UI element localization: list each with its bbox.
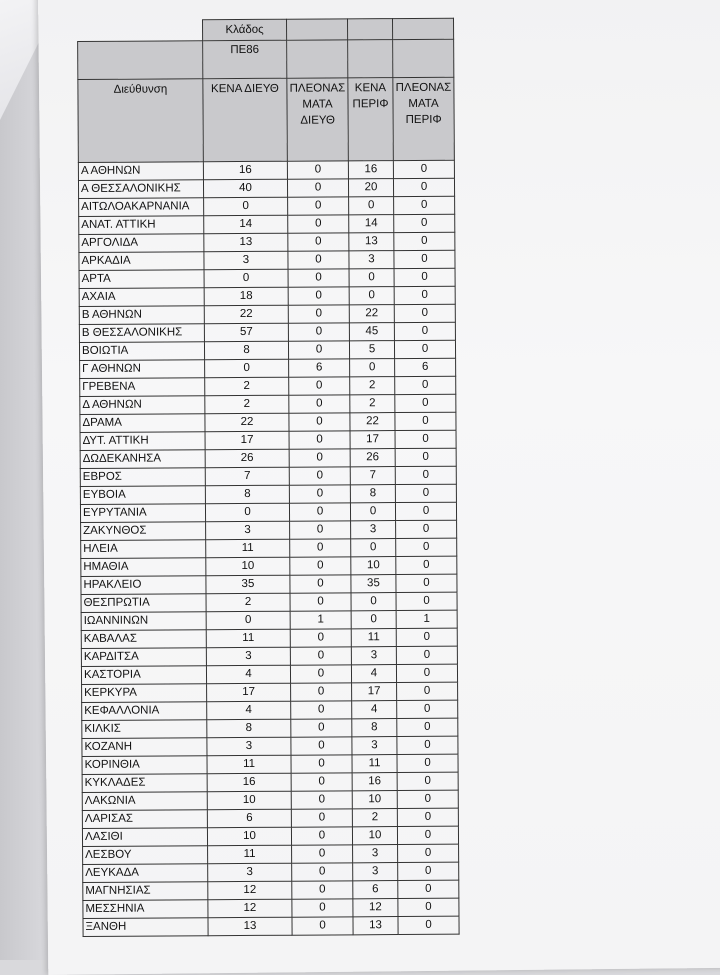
header-empty-cell [286,19,347,40]
pleonasmata-perif-cell: 0 [398,880,459,898]
kena-dieth-cell: 11 [206,629,290,648]
header-kena-perif: ΚΕΝΑ ΠΕΡΙΦ [348,78,394,161]
kena-perif-cell: 2 [352,809,397,827]
pleonasmata-perif-cell: 0 [396,538,457,556]
table-row [83,880,459,900]
vacancies-table [77,18,460,937]
kena-dieth-cell: 40 [203,179,287,198]
pleonasmata-perif-cell: 0 [396,556,457,574]
table-row [81,664,457,684]
pleonasmata-perif-cell: 6 [395,358,456,376]
kena-perif-cell: 22 [350,413,395,431]
direction-cell: ΙΩΑΝΝΙΝΩΝ [81,612,206,631]
kena-perif-cell: 3 [351,647,396,665]
pleonasmata-dieth-cell: 0 [290,557,351,575]
pleonasmata-dieth-cell: 0 [289,377,350,395]
direction-cell: ΞΑΝΘΗ [83,918,208,937]
kena-dieth-cell: 3 [208,863,292,882]
direction-cell: ΚΕΦΑΛΛΟΝΙΑ [82,702,207,721]
kena-perif-cell: 0 [351,539,396,557]
table-row [79,232,455,252]
pleonasmata-dieth-cell: 0 [290,647,351,665]
branch-empty-cell [393,39,454,77]
table-row [79,322,455,342]
kena-perif-cell: 45 [349,323,394,341]
table-row [82,790,458,810]
pleonasmata-perif-cell: 0 [394,196,455,214]
direction-cell: ΛΑΡΙΣΑΣ [82,810,207,829]
kena-dieth-cell: 2 [205,395,289,414]
pleonasmata-dieth-cell: 0 [287,161,348,179]
pleonasmata-perif-cell: 0 [397,682,458,700]
kena-perif-cell: 0 [349,269,394,287]
kena-perif-cell: 4 [352,701,397,719]
direction-cell: ΑΧΑΙΑ [79,288,204,307]
pleonasmata-dieth-cell: 0 [292,917,353,935]
pleonasmata-perif-cell: 0 [396,574,457,592]
kena-dieth-cell: 0 [204,269,288,288]
kena-dieth-cell: 35 [206,575,290,594]
pleonasmata-perif-cell: 0 [396,664,457,682]
kena-perif-cell: 26 [350,449,395,467]
table-row [82,700,458,720]
direction-cell: ΑΙΤΩΛΟΑΚΑΡΝΑΝΙΑ [79,198,204,217]
kena-dieth-cell: 22 [205,413,289,432]
pleonasmata-perif-cell: 0 [395,430,456,448]
kena-perif-cell: 16 [348,161,393,179]
table-row [81,592,457,612]
kena-perif-cell: 11 [351,629,396,647]
pleonasmata-dieth-cell: 0 [289,485,350,503]
table-row [82,682,458,702]
pleonasmata-perif-cell: 0 [397,826,458,844]
kena-perif-cell: 0 [351,593,396,611]
pleonasmata-dieth-cell: 6 [289,359,350,377]
pleonasmata-dieth-cell: 0 [291,737,352,755]
header-direction: Διεύθυνση [78,79,204,163]
kena-dieth-cell: 13 [204,233,288,252]
kena-dieth-cell: 11 [206,539,290,558]
pleonasmata-dieth-cell: 0 [289,449,350,467]
pleonasmata-dieth-cell: 0 [290,521,351,539]
kena-perif-cell: 8 [350,485,395,503]
kena-dieth-cell: 2 [206,593,290,612]
pleonasmata-perif-cell: 0 [397,700,458,718]
pleonasmata-dieth-cell: 0 [291,791,352,809]
pleonasmata-dieth-cell: 0 [288,323,349,341]
pleonasmata-perif-cell: 0 [397,790,458,808]
direction-cell: ΚΟΖΑΝΗ [82,738,207,757]
kena-perif-cell: 14 [349,215,394,233]
kena-dieth-cell: 0 [204,197,288,216]
kena-perif-cell: 13 [349,233,394,251]
kena-perif-cell: 35 [351,575,396,593]
kena-dieth-cell: 22 [204,305,288,324]
kena-perif-cell: 16 [352,773,397,791]
table-row [80,394,456,414]
pleonasmata-dieth-cell: 0 [291,701,352,719]
pleonasmata-perif-cell: 0 [398,862,459,880]
pleonasmata-dieth-cell: 0 [291,719,352,737]
pleonasmata-perif-cell: 0 [396,628,457,646]
table-row [80,502,456,522]
kena-dieth-cell: 12 [208,899,292,918]
pleonasmata-dieth-cell: 0 [291,755,352,773]
direction-cell: ΚΑΣΤΟΡΙΑ [81,666,206,685]
pleonasmata-perif-cell: 0 [398,898,459,916]
kena-dieth-cell: 0 [205,503,289,522]
kena-dieth-cell: 14 [204,215,288,234]
pleonasmata-perif-cell: 0 [394,214,455,232]
header-pleonasmata-dieth: ΠΛΕΟΝΑΣ ΜΑΤΑ ΔΙΕΥΘ [287,78,349,161]
table-row [83,862,459,882]
pleonasmata-dieth-cell: 0 [290,593,351,611]
direction-cell: ΑΡΤΑ [79,270,204,289]
direction-cell: ΚΥΚΛΑΔΕΣ [82,774,207,793]
direction-cell: ΗΜΑΘΙΑ [81,558,206,577]
kena-perif-cell: 0 [351,611,396,629]
direction-cell: ΑΝΑΤ. ΑΤΤΙΚΗ [79,216,204,235]
pleonasmata-perif-cell: 0 [394,250,455,268]
kena-dieth-cell: 3 [207,737,291,756]
kena-perif-cell: 10 [352,827,397,845]
direction-cell: Β ΘΕΣΣΑΛΟΝΙΚΗΣ [79,324,204,343]
pleonasmata-perif-cell: 0 [395,502,456,520]
direction-cell: ΛΕΥΚΑΔΑ [83,864,208,883]
pleonasmata-perif-cell: 0 [395,466,456,484]
direction-cell: ΚΑΡΔΙΤΣΑ [81,648,206,667]
direction-cell: ΚΕΡΚΥΡΑ [82,684,207,703]
pleonasmata-perif-cell: 0 [393,178,454,196]
pleonasmata-dieth-cell: 0 [290,629,351,647]
table-row [81,556,457,576]
kena-perif-cell: 20 [348,179,393,197]
table-row [80,430,456,450]
kena-dieth-cell: 2 [205,377,289,396]
pleonasmata-perif-cell: 0 [396,592,457,610]
pleonasmata-dieth-cell: 0 [287,179,348,197]
pleonasmata-perif-cell: 0 [397,736,458,754]
pleonasmata-dieth-cell: 0 [288,233,349,251]
direction-cell: ΛΑΣΙΘΙ [82,828,207,847]
pleonasmata-dieth-cell: 0 [292,863,353,881]
kena-dieth-cell: 0 [205,359,289,378]
kena-dieth-cell: 11 [208,845,292,864]
kena-perif-cell: 3 [351,521,396,539]
pleonasmata-perif-cell: 0 [395,376,456,394]
table-row [82,736,458,756]
direction-cell: ΜΑΓΝΗΣΙΑΣ [83,882,208,901]
table-row [80,358,456,378]
pleonasmata-perif-cell: 0 [394,268,455,286]
pleonasmata-perif-cell: 0 [397,754,458,772]
kena-dieth-cell: 6 [207,809,291,828]
kena-dieth-cell: 8 [204,341,288,360]
direction-cell: ΛΑΚΩΝΙΑ [82,792,207,811]
direction-cell: ΔΡΑΜΑ [80,414,205,433]
table-row [80,484,456,504]
table-row [81,646,457,666]
table-row [82,772,458,792]
pleonasmata-dieth-cell: 0 [292,845,353,863]
kena-dieth-cell: 18 [204,287,288,306]
pleonasmata-dieth-cell: 0 [289,431,350,449]
kena-perif-cell: 0 [350,503,395,521]
table-body [78,160,459,936]
header-blank-cell [78,20,203,42]
kena-dieth-cell: 57 [204,323,288,342]
kena-dieth-cell: 4 [206,665,290,684]
kena-perif-cell: 3 [352,737,397,755]
kena-perif-cell: 13 [353,917,398,935]
pleonasmata-perif-cell: 0 [398,916,459,934]
column-header-row [78,77,455,162]
kena-dieth-cell: 3 [206,521,290,540]
direction-cell: ΔΩΔΕΚΑΝΗΣΑ [80,450,205,469]
header-pleonasmata-perif: ΠΛΕΟΝΑΣ ΜΑΤΑ ΠΕΡΙΦ [393,77,455,160]
direction-cell: ΚΟΡΙΝΘΙΑ [82,756,207,775]
pleonasmata-perif-cell: 0 [395,394,456,412]
kena-perif-cell: 0 [350,359,395,377]
kena-perif-cell: 11 [352,755,397,773]
pleonasmata-perif-cell: 0 [395,484,456,502]
kena-dieth-cell: 16 [207,773,291,792]
direction-cell: ΕΒΡΟΣ [80,468,205,487]
table-row [79,250,455,270]
table-row [79,286,455,306]
kena-perif-cell: 3 [353,863,398,881]
header-kena-dieth: ΚΕΝΑ ΔΙΕΥΘ [203,78,288,162]
kena-dieth-cell: 4 [207,701,291,720]
direction-cell: Γ ΑΘΗΝΩΝ [80,360,205,379]
pleonasmata-perif-cell: 0 [394,304,455,322]
kena-dieth-cell: 12 [208,881,292,900]
pleonasmata-dieth-cell: 0 [290,539,351,557]
table-row [81,628,457,648]
table-row [83,916,459,936]
direction-cell: Β ΑΘΗΝΩΝ [79,306,204,325]
pleonasmata-dieth-cell: 0 [290,575,351,593]
pleonasmata-dieth-cell: 0 [289,395,350,413]
table-row [80,466,456,486]
kena-dieth-cell: 13 [208,917,292,936]
kena-dieth-cell: 11 [207,755,291,774]
table-row [78,178,454,198]
branch-empty-cell [287,40,348,78]
kena-dieth-cell: 10 [207,827,291,846]
table-row [79,214,455,234]
branch-label: ΠΕ86 [203,40,287,79]
direction-cell: ΗΡΑΚΛΕΙΟ [81,576,206,595]
table-row [81,538,457,558]
direction-cell: ΖΑΚΥΝΘΟΣ [81,522,206,541]
kena-dieth-cell: 17 [207,683,291,702]
direction-cell: ΓΡΕΒΕΝΑ [80,378,205,397]
kena-dieth-cell: 8 [207,719,291,738]
table-row [80,412,456,432]
header-empty-cell [347,19,392,40]
pleonasmata-dieth-cell: 0 [291,827,352,845]
kena-perif-cell: 5 [349,341,394,359]
kena-perif-cell: 12 [353,899,398,917]
pleonasmata-dieth-cell: 0 [292,899,353,917]
pleonasmata-dieth-cell: 0 [291,773,352,791]
kena-dieth-cell: 0 [206,611,290,630]
table-row [79,268,455,288]
pleonasmata-dieth-cell: 0 [288,215,349,233]
kena-dieth-cell: 26 [205,449,289,468]
direction-cell: ΒΟΙΩΤΙΑ [79,342,204,361]
kena-dieth-cell: 8 [205,485,289,504]
direction-cell: ΜΕΣΣΗΝΙΑ [83,900,208,919]
table-row [79,196,455,216]
pleonasmata-dieth-cell: 0 [291,809,352,827]
table-row [82,718,458,738]
kena-perif-cell: 8 [352,719,397,737]
direction-cell: ΕΥΡΥΤΑΝΙΑ [80,504,205,523]
table-row [83,844,459,864]
header-empty-cell [392,18,453,39]
table-row [81,520,457,540]
branch-left-blank [78,41,203,80]
kena-perif-cell: 3 [349,251,394,269]
pleonasmata-perif-cell: 0 [395,412,456,430]
kena-perif-cell: 2 [350,377,395,395]
kena-dieth-cell: 3 [204,251,288,270]
pleonasmata-dieth-cell: 0 [289,413,350,431]
table-row [80,448,456,468]
kena-perif-cell: 22 [349,305,394,323]
kena-perif-cell: 3 [353,845,398,863]
kena-perif-cell: 6 [353,881,398,899]
table-row [79,340,455,360]
direction-cell: ΑΡΓΟΛΙΔΑ [79,234,204,253]
kena-dieth-cell: 16 [203,161,287,180]
kena-perif-cell: 10 [351,557,396,575]
branch-row [78,39,454,79]
pleonasmata-dieth-cell: 1 [290,611,351,629]
pleonasmata-perif-cell: 0 [398,844,459,862]
direction-cell: ΘΕΣΠΡΩΤΙΑ [81,594,206,613]
direction-cell: ΔΥΤ. ΑΤΤΙΚΗ [80,432,205,451]
kena-perif-cell: 4 [351,665,396,683]
direction-cell: Α ΑΘΗΝΩΝ [78,162,203,181]
direction-cell: ΚΙΛΚΙΣ [82,720,207,739]
kena-dieth-cell: 10 [207,791,291,810]
pleonasmata-dieth-cell: 0 [291,683,352,701]
pleonasmata-dieth-cell: 0 [288,305,349,323]
group-label: Κλάδος [203,19,287,41]
document [77,18,460,937]
table-row [82,808,458,828]
direction-cell: Δ ΑΘΗΝΩΝ [80,396,205,415]
kena-perif-cell: 10 [352,791,397,809]
pleonasmata-perif-cell: 0 [394,322,455,340]
kena-perif-cell: 0 [349,287,394,305]
table-row [78,160,454,180]
pleonasmata-dieth-cell: 0 [288,287,349,305]
pleonasmata-perif-cell: 0 [397,718,458,736]
direction-cell: Α ΘΕΣΣΑΛΟΝΙΚΗΣ [78,180,203,199]
pleonasmata-perif-cell: 0 [397,772,458,790]
direction-cell: ΕΥΒΟΙΑ [80,486,205,505]
pleonasmata-perif-cell: 0 [396,646,457,664]
kena-dieth-cell: 7 [205,467,289,486]
pleonasmata-dieth-cell: 0 [288,341,349,359]
kena-perif-cell: 2 [350,395,395,413]
pleonasmata-perif-cell: 0 [395,448,456,466]
pleonasmata-perif-cell: 0 [394,286,455,304]
table-row [81,610,457,630]
kena-dieth-cell: 3 [206,647,290,666]
table-row [82,826,458,846]
direction-cell: ΗΛΕΙΑ [81,540,206,559]
table-row [79,304,455,324]
direction-cell: ΑΡΚΑΔΙΑ [79,252,204,271]
table-row [80,376,456,396]
kena-perif-cell: 17 [352,683,397,701]
pleonasmata-dieth-cell: 0 [288,197,349,215]
pleonasmata-perif-cell: 0 [394,232,455,250]
pleonasmata-perif-cell: 0 [396,520,457,538]
table-row [82,754,458,774]
pleonasmata-dieth-cell: 0 [290,665,351,683]
kena-dieth-cell: 17 [205,431,289,450]
pleonasmata-dieth-cell: 0 [292,881,353,899]
pleonasmata-dieth-cell: 0 [289,503,350,521]
direction-cell: ΛΕΣΒΟΥ [83,846,208,865]
pleonasmata-perif-cell: 0 [397,808,458,826]
pleonasmata-perif-cell: 0 [393,160,454,178]
pleonasmata-perif-cell: 0 [394,340,455,358]
kena-dieth-cell: 10 [206,557,290,576]
group-header-row [78,18,454,41]
branch-empty-cell [348,40,393,78]
kena-perif-cell: 0 [349,197,394,215]
pleonasmata-dieth-cell: 0 [288,251,349,269]
kena-perif-cell: 17 [350,431,395,449]
pleonasmata-dieth-cell: 0 [288,269,349,287]
pleonasmata-dieth-cell: 0 [289,467,350,485]
table-row [81,574,457,594]
table-row [83,898,459,918]
pleonasmata-perif-cell: 1 [396,610,457,628]
kena-perif-cell: 7 [350,467,395,485]
direction-cell: ΚΑΒΑΛΑΣ [81,630,206,649]
